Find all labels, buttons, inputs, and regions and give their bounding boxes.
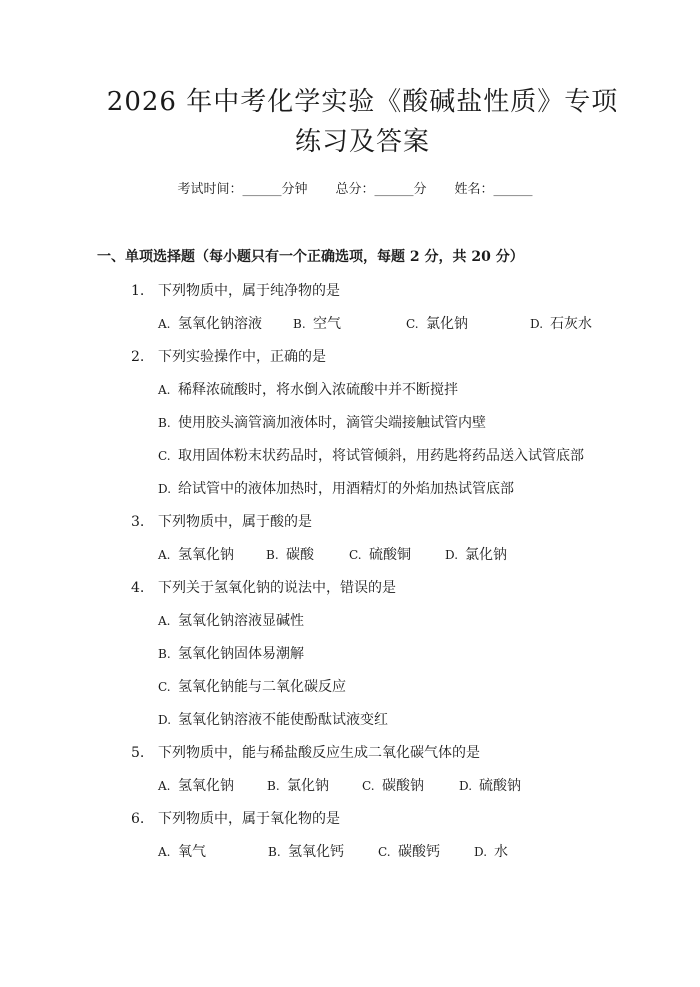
option-d	[445, 545, 507, 565]
option-text: 碳酸	[286, 547, 314, 563]
option-d	[474, 842, 508, 862]
option-d	[158, 479, 605, 499]
option-text: 石灰水	[550, 316, 592, 332]
option-letter: D.	[474, 845, 488, 859]
question-6	[131, 809, 605, 829]
option-letter: D.	[459, 779, 473, 793]
option-letter: B.	[293, 317, 306, 331]
option-a	[158, 545, 266, 565]
option-d	[530, 314, 592, 334]
student-name-field: 姓名：______	[454, 182, 533, 197]
option-d	[459, 776, 521, 796]
question-4	[131, 578, 605, 598]
option-letter: A.	[158, 614, 171, 628]
option-a	[158, 314, 293, 334]
option-letter: D.	[158, 482, 172, 496]
option-letter: A.	[158, 845, 171, 859]
question-text: 下列物质中，能与稀盐酸反应生成二氧化碳气体的是	[158, 745, 480, 761]
option-letter: A.	[158, 548, 171, 562]
question-text: 下列关于氢氧化钠的说法中，错误的是	[158, 580, 396, 596]
option-letter: C.	[349, 548, 362, 562]
option-letter: C.	[362, 779, 375, 793]
question-2	[131, 347, 605, 367]
option-text: 碳酸钙	[398, 844, 440, 860]
option-letter: B.	[158, 647, 171, 661]
question-1-options	[158, 314, 605, 334]
option-text: 氢氧化钠固体易潮解	[178, 646, 304, 662]
question-6-options	[158, 842, 605, 862]
option-c	[158, 446, 605, 466]
option-text: 氢氧化钠能与二氧化碳反应	[178, 679, 346, 695]
option-text: 碳酸钠	[382, 778, 424, 794]
question-text: 下列物质中，属于酸的是	[158, 514, 312, 530]
option-text: 氯化钠	[287, 778, 329, 794]
option-a	[158, 842, 268, 862]
question-5	[131, 743, 605, 763]
option-b	[293, 314, 406, 334]
option-letter: C.	[378, 845, 391, 859]
document-title: 2026 年中考化学实验《酸碱盐性质》专项练习及答案	[106, 87, 619, 157]
question-5-options	[158, 776, 605, 796]
question-number: 1.	[131, 283, 145, 299]
option-text: 氢氧化钙	[288, 844, 344, 860]
exam-time-field: 考试时间：______分钟	[177, 182, 308, 197]
question-number: 3.	[131, 514, 145, 530]
option-text: 氢氧化钠溶液	[178, 316, 262, 332]
question-number: 6.	[131, 811, 145, 827]
question-3	[131, 512, 605, 532]
option-letter: B.	[158, 416, 171, 430]
option-a	[158, 776, 267, 796]
option-letter: B.	[268, 845, 281, 859]
option-d	[158, 710, 605, 730]
option-text: 硫酸铜	[369, 547, 411, 563]
option-letter: A.	[158, 779, 171, 793]
option-text: 氢氧化钠溶液显碱性	[178, 613, 304, 629]
option-letter: C.	[406, 317, 419, 331]
option-c	[362, 776, 459, 796]
option-letter: C.	[158, 680, 171, 694]
option-text: 给试管中的液体加热时，用酒精灯的外焰加热试管底部	[178, 481, 514, 497]
question-number: 5.	[131, 745, 145, 761]
option-text: 水	[494, 844, 508, 860]
option-c	[158, 677, 605, 697]
option-letter: B.	[266, 548, 279, 562]
option-b	[267, 776, 362, 796]
option-b	[268, 842, 378, 862]
option-letter: D.	[158, 713, 172, 727]
option-letter: D.	[530, 317, 544, 331]
question-1	[131, 281, 605, 301]
total-score-field: 总分：______分	[335, 182, 427, 197]
question-text: 下列实验操作中，正确的是	[158, 349, 326, 365]
exam-page	[0, 82, 700, 987]
option-b	[158, 413, 605, 433]
option-letter: C.	[158, 449, 171, 463]
option-b	[158, 644, 605, 664]
question-number: 4.	[131, 580, 145, 596]
option-text: 氧气	[178, 844, 206, 860]
option-letter: B.	[267, 779, 280, 793]
question-number: 2.	[131, 349, 145, 365]
option-text: 取用固体粉末状药品时，将试管倾斜，用药匙将药品送入试管底部	[178, 448, 584, 464]
option-text: 氢氧化钠	[178, 547, 234, 563]
option-letter: A.	[158, 317, 171, 331]
option-a	[158, 611, 605, 631]
option-a	[158, 380, 605, 400]
option-letter: A.	[158, 383, 171, 397]
option-text: 硫酸钠	[479, 778, 521, 794]
question-text: 下列物质中，属于氧化物的是	[158, 811, 340, 827]
option-text: 氢氧化钠溶液不能使酚酞试液变红	[178, 712, 388, 728]
option-letter: D.	[445, 548, 459, 562]
option-text: 氯化钠	[426, 316, 468, 332]
option-text: 稀释浓硫酸时，将水倒入浓硫酸中并不断搅拌	[178, 382, 458, 398]
option-text: 空气	[313, 316, 341, 332]
question-3-options	[158, 545, 605, 565]
option-b	[266, 545, 349, 565]
option-text: 使用胶头滴管滴加液体时，滴管尖端接触试管内壁	[178, 415, 486, 431]
option-text: 氢氧化钠	[178, 778, 234, 794]
option-c	[406, 314, 530, 334]
section-title-single-choice: 一、单项选择题（每小题只有一个正确选项，每题 2 分，共 20 分）	[97, 249, 524, 265]
question-text: 下列物质中，属于纯净物的是	[158, 283, 340, 299]
option-c	[378, 842, 474, 862]
option-text: 氯化钠	[465, 547, 507, 563]
exam-info-line	[105, 180, 605, 200]
option-c	[349, 545, 445, 565]
